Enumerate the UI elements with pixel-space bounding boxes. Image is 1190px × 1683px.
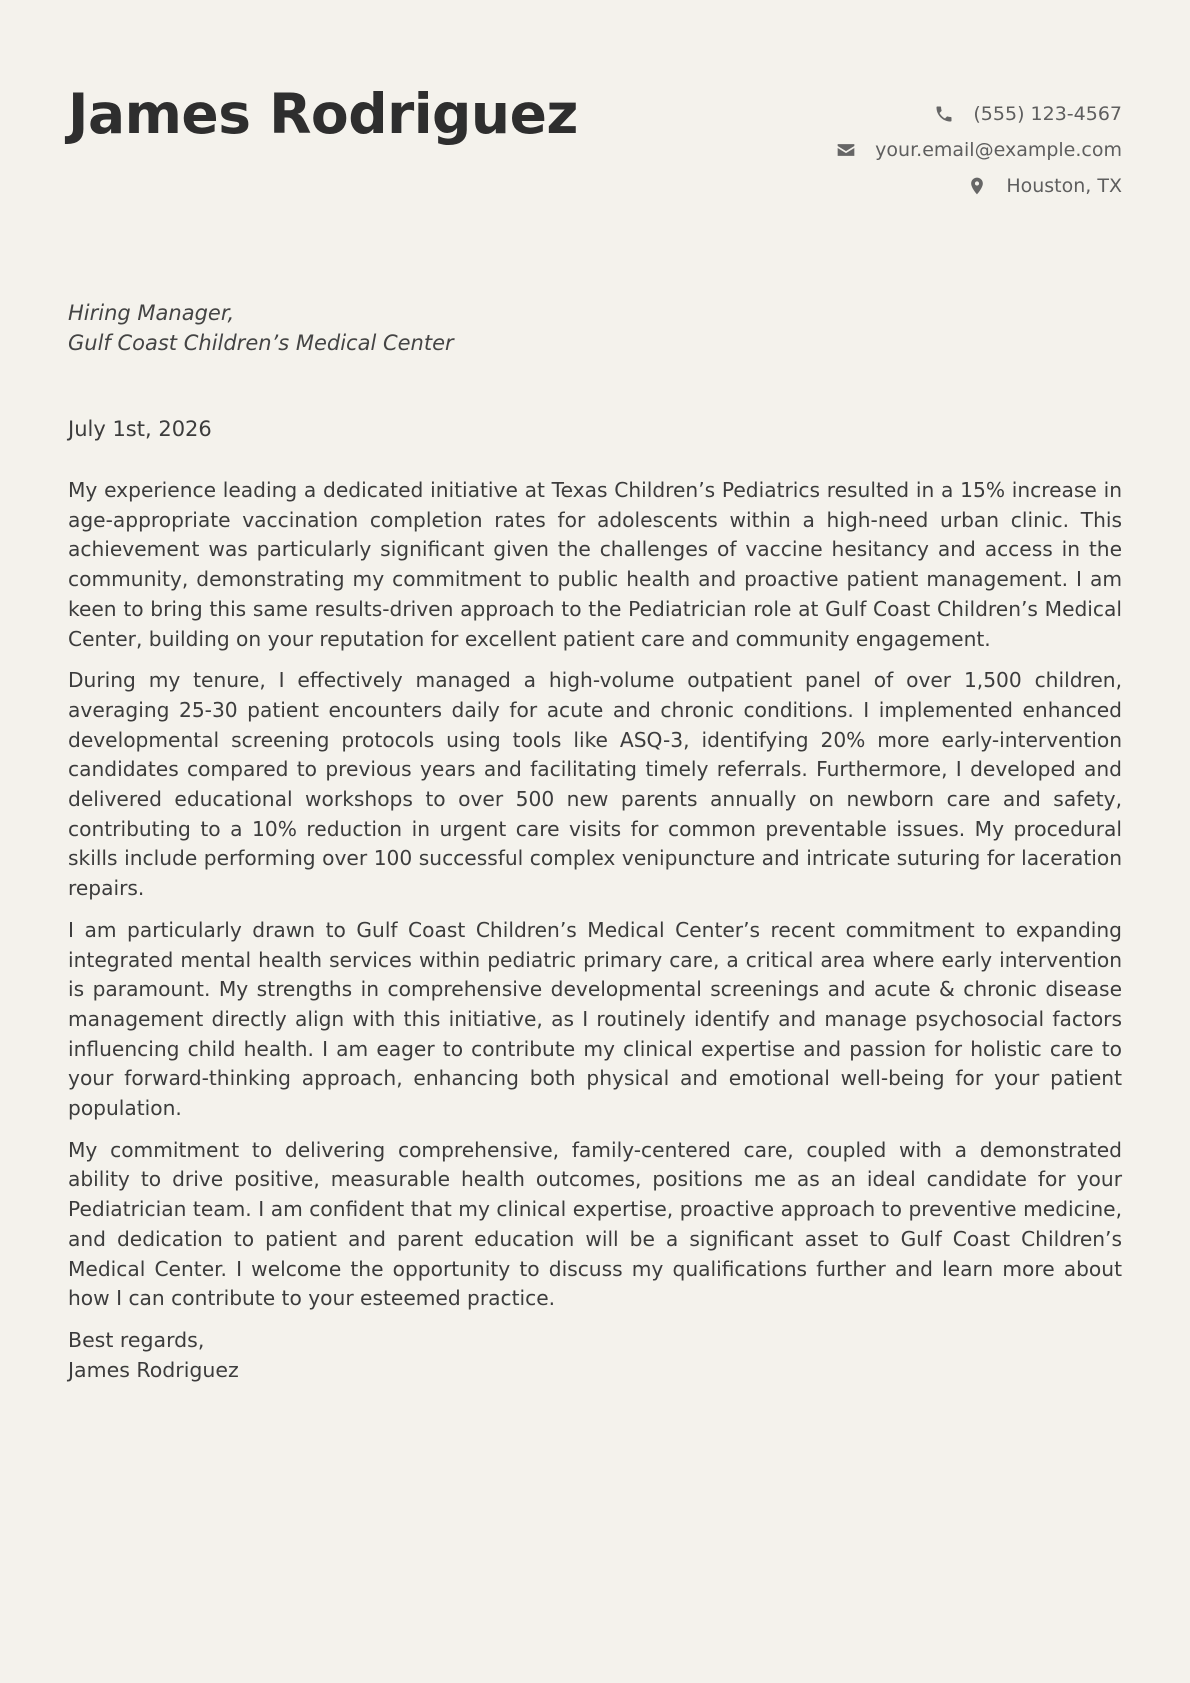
contact-phone [835, 96, 1122, 132]
phone-icon [933, 103, 955, 125]
email-address: your.email@example.com [875, 139, 1122, 161]
body-paragraph: During my tenure, I effectively managed a high-volume outpatient panel of over 1,500 children, averaging 25-30 patient encounters daily for acute and chronic conditions. I implemented enhanced developmental screening protocols using tools like ASQ-3, identifying 20% more early-intervention candidates compared to previous years and facilitating timely referrals. Furthermore, I developed and delivered educational workshops to over 500 new parents annually on newborn care and safety, contributing to a 10% reduction in urgent care visits for common preventable issues. My procedural skills include performing over 100 successful complex venipuncture and intricate suturing for laceration repairs. [68, 668, 1122, 901]
phone-number: (555) 123-4567 [973, 103, 1122, 125]
recipient-block [68, 298, 1122, 358]
letter-header [68, 78, 1122, 208]
location-text: Houston, TX [1006, 175, 1122, 197]
letter-closing [68, 1326, 1122, 1385]
letter-body [68, 476, 1122, 1314]
body-paragraph: I am particularly drawn to Gulf Coast Children’s Medical Center’s recent commitment to expanding integrated mental health services within pediatric primary care, a critical area where early intervention is paramount. My strengths in comprehensive developmental screenings and acute & chronic disease management directly align with this initiative, as I routinely identify and manage psychosocial factors influencing child health. I am eager to contribute my clinical expertise and passion for holistic care to your forward-thinking approach, enhancing both physical and emotional well-being for your patient population. [68, 917, 1122, 1121]
applicant-name: James Rodriguez [68, 82, 578, 146]
map-pin-icon [966, 175, 988, 197]
contact-location [835, 168, 1122, 204]
recipient-title: Hiring Manager, [68, 301, 235, 325]
recipient-organization: Gulf Coast Children’s Medical Center [68, 331, 454, 355]
letter-date: July 1st, 2026 [68, 417, 212, 441]
closing-signature: James Rodriguez [68, 1357, 239, 1382]
envelope-icon [835, 139, 857, 161]
contact-email [835, 132, 1122, 168]
body-paragraph: My commitment to delivering comprehensive, family-centered care, coupled with a demonstrated ability to drive positive, measurable health outcomes, positions me as an ideal candidate for your Pediatrician team. I am confident that my clinical expertise, proactive approach to preventive medicine, and dedication to patient and parent education will be a significant asset to Gulf Coast Children’s Medical Center. I welcome the opportunity to discuss my qualifications further and learn more about how I can contribute to your esteemed practice. [68, 1137, 1122, 1311]
contact-info [835, 96, 1122, 204]
closing-salutation: Best regards, [68, 1327, 205, 1352]
body-paragraph: My experience leading a dedicated initiative at Texas Children’s Pediatrics resulted in a 15% increase in age-appropriate vaccination completion rates for adolescents within a high-need urban clinic. This achievement was particularly significant given the challenges of vaccine hesitancy and access in the community, demonstrating my commitment to public health and proactive patient management. I am keen to bring this same results-driven approach to the Pediatrician role at Gulf Coast Children’s Medical Center, building on your reputation for excellent patient care and community engagement. [68, 478, 1122, 651]
